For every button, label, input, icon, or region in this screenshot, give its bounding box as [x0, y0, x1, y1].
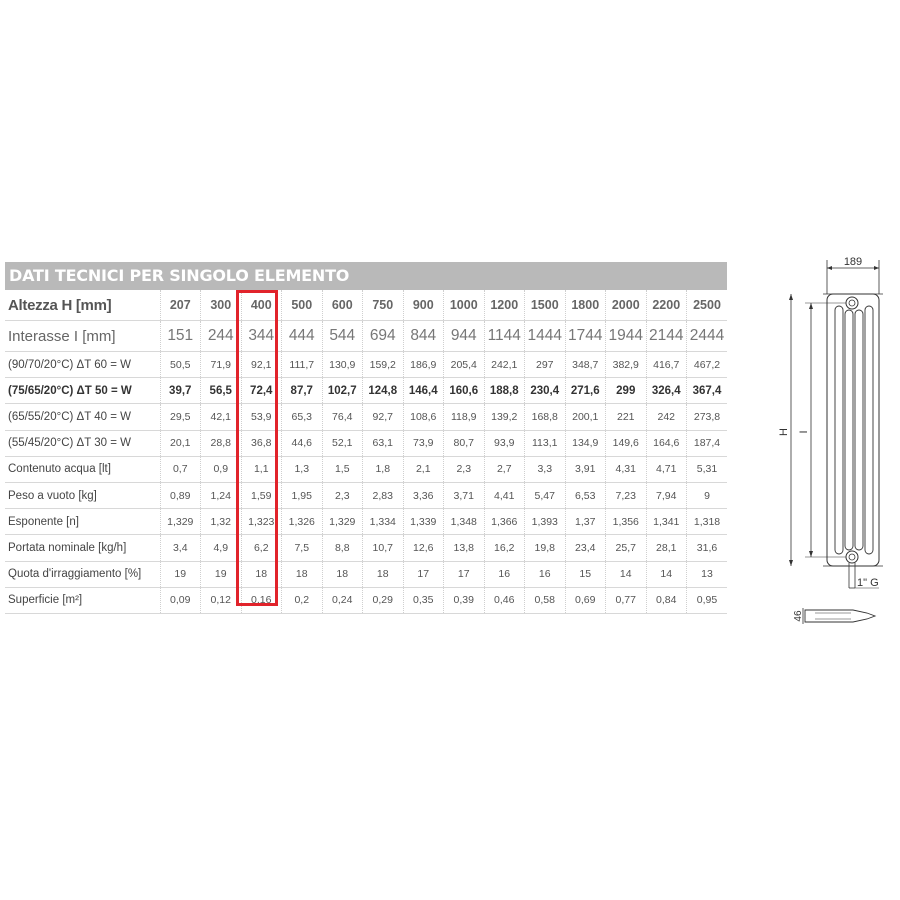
- table-cell: 19: [201, 561, 242, 587]
- table-cell: 92,1: [241, 352, 282, 378]
- table-cell: 4,41: [484, 482, 525, 508]
- table-cell: 28,8: [201, 430, 242, 456]
- table-cell: 3,36: [403, 482, 444, 508]
- table-cell: 0,9: [201, 456, 242, 482]
- row-label: Quota d'irraggiamento [%]: [5, 561, 160, 587]
- table-cell: 244: [201, 321, 242, 352]
- table-cell: 2,3: [444, 456, 485, 482]
- table-cell: 3,3: [525, 456, 566, 482]
- table-cell: 2,7: [484, 456, 525, 482]
- table-cell: 2,83: [363, 482, 404, 508]
- table-cell: 118,9: [444, 404, 485, 430]
- table-cell: 18: [322, 561, 363, 587]
- table-cell: 205,4: [444, 352, 485, 378]
- row-label: Superficie [m²]: [5, 587, 160, 613]
- table-cell: 1144: [484, 321, 525, 352]
- table-cell: 4,31: [606, 456, 647, 482]
- table-cell: 0,95: [687, 587, 728, 613]
- width-dimension-label: 189: [843, 256, 863, 268]
- table-cell: 151: [160, 321, 201, 352]
- table-cell: 2200: [646, 290, 687, 321]
- table-cell: 2144: [646, 321, 687, 352]
- table-row: [5, 561, 727, 587]
- row-label: Portata nominale [kg/h]: [5, 535, 160, 561]
- table-cell: 186,9: [403, 352, 444, 378]
- table-row: [5, 456, 727, 482]
- table-cell: 80,7: [444, 430, 485, 456]
- table-cell: 23,4: [565, 535, 606, 561]
- table-cell: 297: [525, 352, 566, 378]
- table-cell: 230,4: [525, 378, 566, 404]
- table-cell: 0,7: [160, 456, 201, 482]
- table-cell: 0,77: [606, 587, 647, 613]
- table-title: DATI TECNICI PER SINGOLO ELEMENTO: [5, 262, 727, 290]
- table-cell: 1,323: [241, 509, 282, 535]
- table-cell: 187,4: [687, 430, 728, 456]
- table-cell: 71,9: [201, 352, 242, 378]
- table-cell: 0,84: [646, 587, 687, 613]
- table-cell: 7,5: [282, 535, 323, 561]
- table-cell: 72,4: [241, 378, 282, 404]
- row-label: (90/70/20°C) ΔT 60 = W: [5, 352, 160, 378]
- table-cell: 467,2: [687, 352, 728, 378]
- table-cell: 29,5: [160, 404, 201, 430]
- table-cell: 271,6: [565, 378, 606, 404]
- table-cell: 242: [646, 404, 687, 430]
- table-cell: 3,71: [444, 482, 485, 508]
- table-cell: 0,09: [160, 587, 201, 613]
- height-dimension-label: H: [778, 428, 790, 436]
- table-cell: 500: [282, 290, 323, 321]
- row-label: Contenuto acqua [lt]: [5, 456, 160, 482]
- table-cell: 56,5: [201, 378, 242, 404]
- table-cell: 31,6: [687, 535, 728, 561]
- table-row: [5, 321, 727, 352]
- table-cell: 0,46: [484, 587, 525, 613]
- table-cell: 63,1: [363, 430, 404, 456]
- table-cell: 15: [565, 561, 606, 587]
- table-cell: 1,329: [160, 509, 201, 535]
- table-cell: 1,59: [241, 482, 282, 508]
- table-cell: 65,3: [282, 404, 323, 430]
- table-cell: 1,37: [565, 509, 606, 535]
- technical-data-table: [5, 262, 727, 614]
- spec-table: [5, 290, 727, 614]
- table-cell: 3,91: [565, 456, 606, 482]
- table-cell: 16: [484, 561, 525, 587]
- table-row: [5, 378, 727, 404]
- table-cell: 344: [241, 321, 282, 352]
- table-cell: 1,1: [241, 456, 282, 482]
- table-cell: 50,5: [160, 352, 201, 378]
- table-row: [5, 404, 727, 430]
- table-cell: 544: [322, 321, 363, 352]
- table-cell: 17: [444, 561, 485, 587]
- table-cell: 168,8: [525, 404, 566, 430]
- row-label: (55/45/20°C) ΔT 30 = W: [5, 430, 160, 456]
- table-cell: 13: [687, 561, 728, 587]
- table-cell: 28,1: [646, 535, 687, 561]
- table-cell: 149,6: [606, 430, 647, 456]
- table-cell: 164,6: [646, 430, 687, 456]
- table-cell: 1800: [565, 290, 606, 321]
- table-cell: 273,8: [687, 404, 728, 430]
- table-cell: 1,8: [363, 456, 404, 482]
- table-cell: 367,4: [687, 378, 728, 404]
- table-cell: 2500: [687, 290, 728, 321]
- table-cell: 242,1: [484, 352, 525, 378]
- table-cell: 18: [241, 561, 282, 587]
- table-cell: 221: [606, 404, 647, 430]
- connection-size-label: 1" G: [857, 577, 879, 589]
- table-cell: 14: [646, 561, 687, 587]
- table-cell: 92,7: [363, 404, 404, 430]
- table-cell: 17: [403, 561, 444, 587]
- table-cell: 12,6: [403, 535, 444, 561]
- table-cell: 102,7: [322, 378, 363, 404]
- table-cell: 600: [322, 290, 363, 321]
- row-label: Altezza H [mm]: [5, 290, 160, 321]
- table-cell: 52,1: [322, 430, 363, 456]
- table-row: [5, 509, 727, 535]
- table-cell: 444: [282, 321, 323, 352]
- table-cell: 20,1: [160, 430, 201, 456]
- table-cell: 42,1: [201, 404, 242, 430]
- table-cell: 0,24: [322, 587, 363, 613]
- table-cell: 1500: [525, 290, 566, 321]
- table-cell: 1,339: [403, 509, 444, 535]
- table-cell: 159,2: [363, 352, 404, 378]
- table-cell: 25,7: [606, 535, 647, 561]
- table-cell: 5,31: [687, 456, 728, 482]
- table-row: [5, 535, 727, 561]
- table-cell: 2000: [606, 290, 647, 321]
- table-cell: 1,393: [525, 509, 566, 535]
- table-cell: 900: [403, 290, 444, 321]
- table-cell: 14: [606, 561, 647, 587]
- table-cell: 0,12: [201, 587, 242, 613]
- table-row: [5, 290, 727, 321]
- table-cell: 0,2: [282, 587, 323, 613]
- table-cell: 1,341: [646, 509, 687, 535]
- table-cell: 0,89: [160, 482, 201, 508]
- table-cell: 130,9: [322, 352, 363, 378]
- table-cell: 382,9: [606, 352, 647, 378]
- table-cell: 0,69: [565, 587, 606, 613]
- table-cell: 139,2: [484, 404, 525, 430]
- table-cell: 1,5: [322, 456, 363, 482]
- table-cell: 18: [363, 561, 404, 587]
- table-cell: 2,3: [322, 482, 363, 508]
- table-cell: 36,8: [241, 430, 282, 456]
- table-row: [5, 430, 727, 456]
- table-cell: 19: [160, 561, 201, 587]
- table-row: [5, 352, 727, 378]
- table-cell: 44,6: [282, 430, 323, 456]
- table-cell: 53,9: [241, 404, 282, 430]
- table-cell: 113,1: [525, 430, 566, 456]
- table-cell: 8,8: [322, 535, 363, 561]
- table-cell: 1944: [606, 321, 647, 352]
- row-label: Esponente [n]: [5, 509, 160, 535]
- table-cell: 1200: [484, 290, 525, 321]
- table-cell: 200,1: [565, 404, 606, 430]
- table-cell: 207: [160, 290, 201, 321]
- table-cell: 6,53: [565, 482, 606, 508]
- table-cell: 7,94: [646, 482, 687, 508]
- table-cell: 0,16: [241, 587, 282, 613]
- table-cell: 1,329: [322, 509, 363, 535]
- table-cell: 111,7: [282, 352, 323, 378]
- table-cell: 3,4: [160, 535, 201, 561]
- table-cell: 299: [606, 378, 647, 404]
- table-cell: 1,95: [282, 482, 323, 508]
- table-cell: 1444: [525, 321, 566, 352]
- table-cell: 2444: [687, 321, 728, 352]
- table-cell: 1744: [565, 321, 606, 352]
- table-cell: 10,7: [363, 535, 404, 561]
- table-cell: 416,7: [646, 352, 687, 378]
- table-cell: 1,366: [484, 509, 525, 535]
- table-cell: 1,334: [363, 509, 404, 535]
- table-cell: 1,356: [606, 509, 647, 535]
- table-cell: 0,29: [363, 587, 404, 613]
- table-cell: 16: [525, 561, 566, 587]
- table-cell: 0,35: [403, 587, 444, 613]
- table-cell: 0,58: [525, 587, 566, 613]
- table-cell: 1,348: [444, 509, 485, 535]
- row-label: Interasse I [mm]: [5, 321, 160, 352]
- table-cell: 6,2: [241, 535, 282, 561]
- radiator-dimension-diagram: [775, 250, 895, 640]
- table-cell: 1,326: [282, 509, 323, 535]
- table-cell: 5,47: [525, 482, 566, 508]
- table-row: [5, 587, 727, 613]
- table-cell: 146,4: [403, 378, 444, 404]
- table-cell: 400: [241, 290, 282, 321]
- table-cell: 7,23: [606, 482, 647, 508]
- table-cell: 73,9: [403, 430, 444, 456]
- row-label: (65/55/20°C) ΔT 40 = W: [5, 404, 160, 430]
- table-row: [5, 482, 727, 508]
- table-cell: 1,24: [201, 482, 242, 508]
- table-cell: 13,8: [444, 535, 485, 561]
- table-cell: 4,9: [201, 535, 242, 561]
- table-cell: 0,39: [444, 587, 485, 613]
- table-cell: 134,9: [565, 430, 606, 456]
- table-cell: 750: [363, 290, 404, 321]
- table-cell: 1,32: [201, 509, 242, 535]
- table-cell: 9: [687, 482, 728, 508]
- table-cell: 326,4: [646, 378, 687, 404]
- table-cell: 39,7: [160, 378, 201, 404]
- table-cell: 188,8: [484, 378, 525, 404]
- table-cell: 108,6: [403, 404, 444, 430]
- table-cell: 1,3: [282, 456, 323, 482]
- table-cell: 93,9: [484, 430, 525, 456]
- table-cell: 694: [363, 321, 404, 352]
- table-cell: 18: [282, 561, 323, 587]
- table-cell: 124,8: [363, 378, 404, 404]
- table-cell: 76,4: [322, 404, 363, 430]
- table-cell: 348,7: [565, 352, 606, 378]
- table-cell: 1000: [444, 290, 485, 321]
- table-cell: 844: [403, 321, 444, 352]
- table-cell: 944: [444, 321, 485, 352]
- depth-dimension-label: 46: [793, 610, 804, 622]
- row-label: Peso a vuoto [kg]: [5, 482, 160, 508]
- table-cell: 160,6: [444, 378, 485, 404]
- interaxis-dimension-label: I: [798, 430, 810, 434]
- table-cell: 4,71: [646, 456, 687, 482]
- row-label: (75/65/20°C) ΔT 50 = W: [5, 378, 160, 404]
- table-cell: 1,318: [687, 509, 728, 535]
- table-cell: 19,8: [525, 535, 566, 561]
- table-cell: 87,7: [282, 378, 323, 404]
- table-cell: 16,2: [484, 535, 525, 561]
- table-cell: 2,1: [403, 456, 444, 482]
- table-cell: 300: [201, 290, 242, 321]
